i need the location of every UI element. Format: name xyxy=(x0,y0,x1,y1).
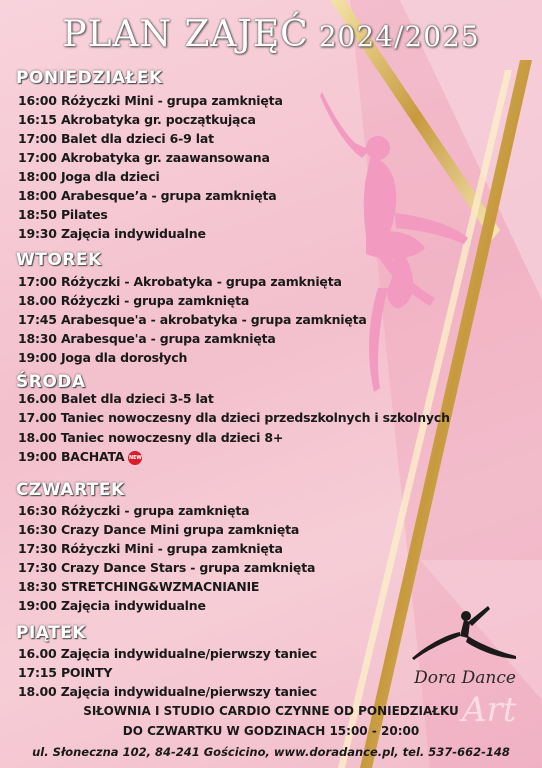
footer-gym-hours-time: DO CZWARTKU W GODZINACH 15:00 - 20:00 xyxy=(122,724,420,738)
class-item: 19:00 Joga dla dorosłych xyxy=(18,350,188,365)
class-item xyxy=(18,449,142,465)
day-heading-thursday: CZWARTEK xyxy=(16,480,125,500)
class-item: 18:00 Arabesque’a - grupa zamknięta xyxy=(18,188,277,203)
class-item: 19:00 Zajęcia indywidualne xyxy=(18,598,206,613)
page-title xyxy=(0,14,542,55)
class-item: 16:00 Różyczki Mini - grupa zamknięta xyxy=(18,93,283,108)
class-item: 17:00 Akrobatyka gr. zaawansowana xyxy=(18,150,270,165)
dancer-logo-icon xyxy=(410,600,520,670)
class-item: 18.00 Taniec nowoczesny dla dzieci 8+ xyxy=(18,430,284,445)
ballerina-silhouette xyxy=(300,88,480,398)
class-item: 18:00 Joga dla dzieci xyxy=(18,169,160,184)
class-item: 17:00 Różyczki - Akrobatyka - grupa zamknięta xyxy=(18,274,342,289)
title-main: PLAN ZAJĘĆ xyxy=(62,14,309,55)
new-badge: NEW xyxy=(128,451,142,465)
watermark: Art xyxy=(462,690,517,730)
class-item: 18:30 STRETCHING&WZMACNIANIE xyxy=(18,579,260,594)
class-item: 18.00 Różyczki - grupa zamknięta xyxy=(18,293,250,308)
class-item: 16:15 Akrobatyka gr. początkująca xyxy=(18,112,256,127)
title-year: 2024/2025 xyxy=(318,20,480,53)
class-item: 18.00 Zajęcia indywidualne/pierwszy taniec xyxy=(18,684,317,699)
class-item: 16.00 Balet dla dzieci 3-5 lat xyxy=(18,391,214,406)
logo-text: Dora Dance xyxy=(414,668,516,688)
class-item: 17.00 Taniec nowoczesny dla dzieci przedszkolnych i szkolnych xyxy=(18,410,450,425)
class-item-text: 19:00 BACHATA xyxy=(18,449,125,464)
class-item: 17:30 Crazy Dance Stars - grupa zamknięta xyxy=(18,560,316,575)
day-heading-wednesday: ŚRODA xyxy=(16,372,86,392)
day-heading-tuesday: WTOREK xyxy=(16,250,102,270)
class-item: 19:30 Zajęcia indywidualne xyxy=(18,226,206,241)
class-item: 16:30 Crazy Dance Mini grupa zamknięta xyxy=(18,522,300,537)
day-heading-monday: PONIEDZIAŁEK xyxy=(16,68,163,88)
class-item: 17:15 POINTY xyxy=(18,665,113,680)
class-item: 17:30 Różyczki Mini - grupa zamknięta xyxy=(18,541,283,556)
class-item: 16.00 Zajęcia indywidualne/pierwszy taniec xyxy=(18,646,317,661)
class-item: 17:45 Arabesque'a - akrobatyka - grupa zamknięta xyxy=(18,312,367,327)
class-item: 16:30 Różyczki - grupa zamknięta xyxy=(18,503,250,518)
class-item: 18:50 Pilates xyxy=(18,207,108,222)
day-heading-friday: PIĄTEK xyxy=(16,623,87,643)
class-item: 17:00 Balet dla dzieci 6-9 lat xyxy=(18,131,214,146)
footer-gym-hours: SIŁOWNIA I STUDIO CARDIO CZYNNE OD PONIEDZIAŁKU xyxy=(83,704,459,718)
footer-contact: ul. Słoneczna 102, 84-241 Gościcino, www.doradance.pl, tel. 537-662-148 xyxy=(32,745,510,759)
class-item: 18:30 Arabesque'a - grupa zamknięta xyxy=(18,331,276,346)
